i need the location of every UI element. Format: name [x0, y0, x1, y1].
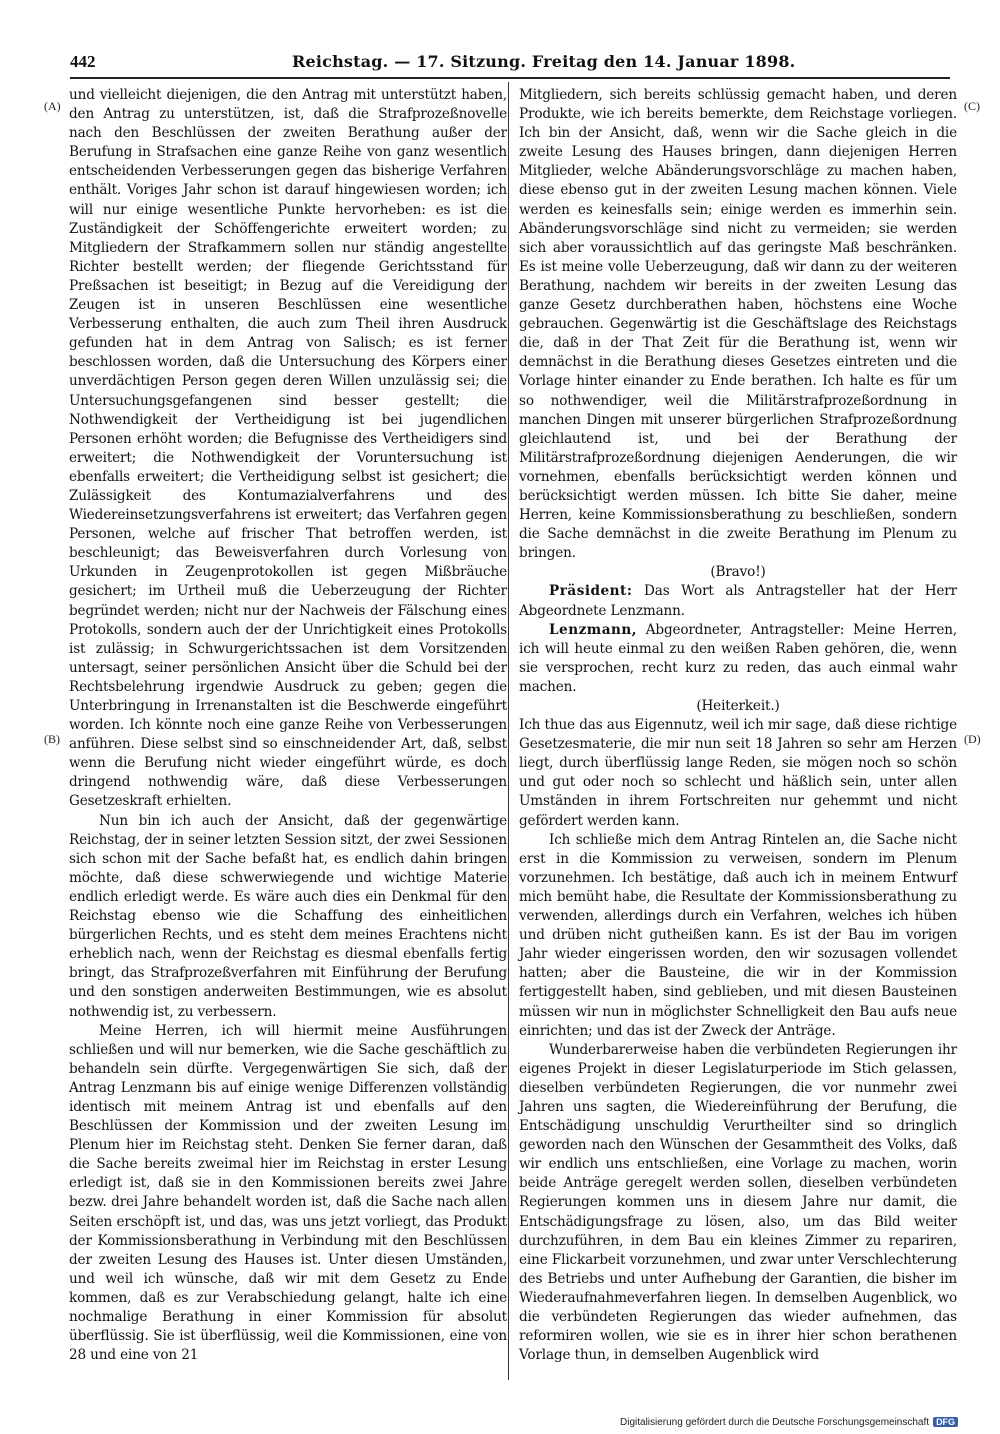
margin-marker-d: (D)	[964, 732, 981, 746]
credit-text: Digitalisierung gefördert durch die Deutsche Forschungsgemeinschaft	[620, 1417, 930, 1428]
paragraph: Nun bin ich auch der Ansicht, daß der gegenwärtige Reichstag, der in seiner letzten Session sitzt, der zwei Sessionen sich schon mit der Sache befaßt hat, es endlich dahin bringen möchte, daß diese schwerwiegende und wichtige Materie endlich erledigt werde. Es wäre auch dies ein Denkmal für den Reichstag ebenso wie die Schaffung des einheitlichen bürgerlichen Rechts, und es steht dem meines Erachtens nicht erheblich nach, wenn der Reichstag es diesmal ebenfalls fertig bringt, das Strafprozeßverfahren mit Einführung der Berufung und den sonstigen anderweiten Bestimmungen, wie es absolut nothwendig ist, zu verbessern.	[69, 812, 508, 1020]
speech-text: Das Wort als Antragsteller hat der Herr Abgeordnete Lenzmann.	[519, 583, 957, 619]
dfg-logo: DFG	[933, 1417, 958, 1427]
paragraph: Wunderbarerweise haben die verbündeten Regierungen ihr eigenes Projekt in dieser Legislaturperiode im Stich gelassen, dieselben verbündeten Regierungen, die vor nunmehr zwei Jahren uns sagten, die Wiedereinführung der Berufung, die Entschädigung unschuldig Verurtheilter sind so dringlich geworden nach den Wünschen der Gesammtheit des Volks, daß wir endlich uns entschließen, eine Vorlage zu machen, worin beide Anträge geregelt werden sollen, dieselben verbündeten Regierungen kommen uns in diesem Jahre nur damit, die Entschädigungsfrage zu lösen, also, um das Bild weiter durchzuführen, in dem Bau ein kleines Zimmer zu repariren, eine Flickarbeit vorzunehmen, und zwar unter Verschlechterung des Betriebs und unter Aufhebung der Garantien, die bisher im Wiederaufnahmeverfahren liegen. In demselben Augenblick, wo die verbündeten Regierungen das wieder aufnehmen, das reformiren wollen, wie sie es in ihrer hier schon berathenen Vorlage thun, in demselben Augenblick wird	[519, 1041, 957, 1364]
lenzmann-statement	[519, 621, 957, 697]
digitization-credit	[620, 1417, 992, 1431]
page-header	[70, 52, 950, 76]
column-divider	[508, 82, 509, 1380]
right-column	[519, 86, 957, 1365]
running-title: Reichstag. — 17. Sitzung. Freitag den 14. Januar 1898.	[292, 52, 796, 71]
paragraph: Ich schließe mich dem Antrag Rintelen an, die Sache nicht erst in die Kommission zu verweisen, sondern im Plenum vorzunehmen. Ich bestätige, daß auch ich in meinem Entwurf mich bemüht habe, die Resultate der Kommissionsberathung zu verwenden, allerdings durch ein Verfahren, welches ich hüben und drüben nicht gutheißen kann. Es ist der Bau im vorigen Jahr wieder eingerissen worden, den wir sozusagen vollendet hatten; aber die Bausteine, die wir in der Kommission fertiggestellt haben, sind geblieben, und mit diesen Bausteinen müssen wir nun in möglichster Schnelligkeit den Bau aufs neue einrichten; und das ist der Zweck der Anträge.	[519, 831, 957, 1039]
header-rule	[70, 77, 950, 79]
speaker-label: Lenzmann,	[549, 621, 638, 638]
president-statement	[519, 582, 957, 620]
page-number: 442	[70, 52, 96, 71]
left-column	[69, 86, 507, 1365]
paragraph: Meine Herren, ich will hiermit meine Ausführungen schließen und will nur bemerken, wie die Sache geschäftlich zu behandeln sein dürfte. Vergegenwärtigen Sie sich, daß der Antrag Lenzmann bis auf einige wenige Differenzen vollständig identisch mit meinem Antrag ist und ebenfalls auf den Beschlüssen der Kommission und der zweiten Lesung im Plenum hier im Reichstag steht. Denken Sie ferner daran, daß die Sache bereits zweimal hier im Reichstag in erster Lesung erledigt ist, daß sie in den Kommissionen bereits zwei Jahre bezw. drei Jahre behandelt worden ist, daß die Sache nach allen Seiten erschöpft ist, und das, was uns jetzt vorliegt, das Produkt der Kommissionsberathung in Verbindung mit den Beschlüssen der zweiten Lesung des Hauses ist. Unter diesen Umständen, und weil ich wünsche, daß wir mit dem Gesetz zu Ende kommen, daß es zur Verabschiedung gelangt, halte ich eine nochmalige Berathung in einer Kommission für absolut überflüssig. Sie ist überflüssig, weil die Kommissionen, eine von 28 und eine von 21	[69, 1022, 507, 1364]
margin-marker-a: (A)	[44, 99, 61, 113]
interjection-bravo: (Bravo!)	[710, 564, 766, 581]
speaker-label: Präsident:	[549, 583, 633, 600]
paragraph: Mitgliedern, sich bereits schlüssig gemacht haben, und deren Produkte, wie ich bereits bemerkte, dem Reichstage vorliegen. Ich bin der Ansicht, daß, wenn wir die Sache gleich in die zweite Lesung des Hauses bringen, dann diejenigen Herren Mitglieder, welche Abänderungsvorschläge zu machen haben, diese ebenso gut in der zweiten Lesung machen können. Viele werden es keinesfalls sein; einige werden es immerhin sein. Abänderungsvorschläge sind nicht zu vermeiden; sie werden sich aber voraussichtlich auf das geringste Maß beschränken. Es ist meine volle Ueberzeugung, daß wir dann zu der weiteren Berathung, nachdem wir bereits in der zweiten Lesung das ganze Gesetz durchberathen haben, höchstens eine Woche gebrauchen. Gegenwärtig ist die Geschäftslage des Reichstags die, daß in der That Zeit für die Berathung ist, wenn wir demnächst in die Berathung dieses Gesetzes eintreten und die Vorlage hinter einander zu Ende berathen. Ich halte es für um so nothwendiger, weil die Militärstrafprozeßordnung in manchen Dingen mit unserer bürgerlichen Strafprozeßordnung gleichlautend ist, und bei der Berathung der Militärstrafprozeßordnung diejenigen Aenderungen, die wir vornehmen, ebenfalls berücksichtigt werden können und berücksichtigt werden müssen. Ich bitte Sie daher, meine Herren, keine Kommissionsberathung zu beschließen, sondern die Sache demnächst in die zweite Berathung im Plenum zu bringen.	[519, 87, 957, 562]
paragraph: und vielleicht diejenigen, die den Antrag mit unterstützt haben, den Antrag zu unterstützen, ist, daß die Strafprozeßnovelle nach den Beschlüssen der zweiten Berathung außer der Berufung in Strafsachen eine ganze Reihe von ganz wesentlich entscheidenden Verbesserungen gegen das bisherige Verfahren enthält. Voriges Jahr schon ist darauf hingewiesen worden; ich will nur einige wesentliche Punkte hervorheben: es ist die Zuständigkeit der Schöffengerichte erweitert worden; zu Mitgliedern der Strafkammern sollen nur ständig angestellte Richter bestellt werden; der fliegende Gerichtsstand für Preßsachen ist beseitigt; in Bezug auf die Vereidigung der Zeugen ist in unseren Beschlüssen eine wesentliche Verbesserung enthalten, die auch zum Theil ihren Ausdruck gefunden hat in dem Antrag von Salisch; es ist ferner beschlossen worden, daß die Untersuchung des Körpers einer unverdächtigen Person gegen deren Willen unzulässig sei; die Untersuchungsgefangenen sind besser gestellt; die Nothwendigkeit der Vertheidigung ist bei jugendlichen Personen erhöht worden; die Befugnisse des Vertheidigers sind erweitert; die Nothwendigkeit der Voruntersuchung ist ebenfalls erweitert; die Vertheidigung selbst ist gesichert; die Zulässigkeit des Kontumazialverfahrens und des Wiedereinsetzungsverfahrens ist erweitert; das Verfahren gegen Personen, welche auf frischer That betroffen werden, ist beschleunigt; das Beweisverfahren durch Vorlesung von Urkunden in Zeugenprotokollen ist gegen Mißbräuche gesichert; im Urtheil muß die Ueberzeugung der Richter begründet werden; nicht nur der Nachweis der Fälschung eines Protokolls, sondern auch der der Unrichtigkeit eines Protokolls ist zulässig; in Schwurgerichtssachen ist dem Vorsitzenden untersagt, seiner persönlichen Ansicht über die Schuld bei der Rechtsbelehrung irgendwie Ausdruck zu geben; gegen die Unterbringung in Irrenanstalten ist die Beschwerde eingeführt worden. Ich könnte noch eine ganze Reihe von Verbesserungen anführen. Diese selbst sind so einschneidender Art, daß, selbst wenn die Berufung nicht wieder eingeführt würde, es doch dringend nothwendig wäre, daß diese Verbesserungen Gesetzeskraft erhielten.	[69, 87, 507, 810]
interjection-heiterkeit: (Heiterkeit.)	[696, 698, 780, 714]
margin-marker-b: (B)	[44, 732, 60, 746]
margin-marker-c: (C)	[964, 99, 980, 113]
paragraph: Ich thue das aus Eigennutz, weil ich mir sage, daß diese richtige Gesetzesmaterie, die mir nun seit 18 Jahren so sehr am Herzen liegt, durch überflüssig lange Reden, sie mögen noch so schön und gut oder noch so schlecht und häßlich sein, unter allen Umständen in ihrem Fortschreiten nur gehemmt und nicht gefördert werden kann.	[519, 717, 957, 829]
speech-text: Abgeordneter, Antragsteller: Meine Herren, ich will heute einmal zu den weißen Raben gehören, die, wenn sie versprochen, recht kurz zu reden, das auch einmal wahr machen.	[519, 621, 958, 695]
